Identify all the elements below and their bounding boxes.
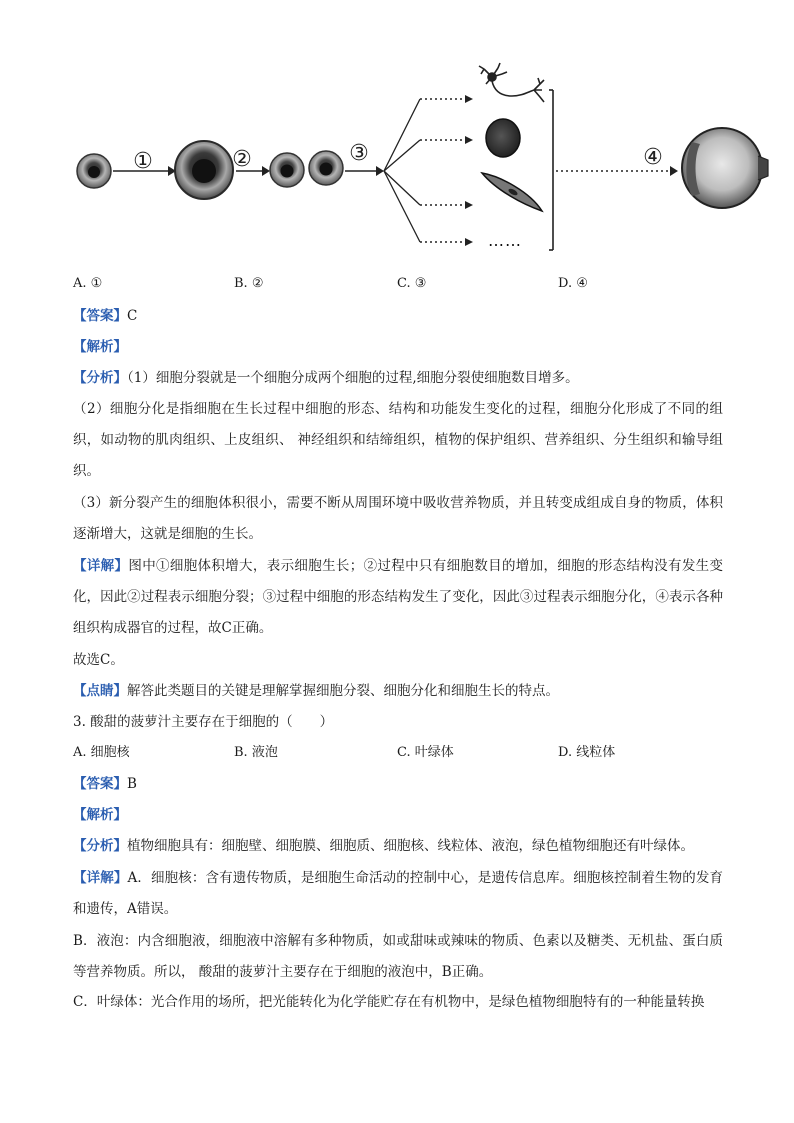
q3-detail-a: 【详解】A．细胞核：含有遗传物质，是细胞生命活动的控制中心，是遗传信息库。细胞核控制着生物的发育和遗传，A错误。 — [73, 870, 724, 917]
q2-fenxi-1: 【分析】（1）细胞分裂就是一个细胞分成两个细胞的过程,细胞分裂使细胞数目增多。 — [73, 370, 579, 386]
q2-answer: C — [127, 308, 138, 324]
other-cells-dots: …… — [488, 231, 522, 250]
q2-choose: 故选C。 — [73, 652, 124, 668]
cell-process-diagram — [60, 60, 770, 260]
grown-cell — [175, 141, 233, 199]
q2-option-d[interactable]: D. ④ — [558, 276, 588, 291]
step-label-1: ① — [133, 149, 153, 174]
q3-question: 3. 酸甜的菠萝汁主要存在于细胞的（ ） — [73, 714, 334, 730]
initial-cell — [77, 154, 111, 188]
q2-answer-line — [73, 306, 723, 326]
step-label-4: ④ — [643, 145, 663, 170]
q3-option-c[interactable]: C. 叶绿体 — [397, 745, 454, 760]
red-blood-cell — [486, 119, 520, 157]
divided-cells — [270, 151, 343, 187]
neuron-cell — [479, 63, 544, 102]
tissue-bracket — [549, 90, 553, 250]
q3-detail-c: C．叶绿体：光合作用的场所，把光能转化为化学能贮存在有机物中，是绿色植物细胞特有的一种能量转换 — [73, 994, 705, 1010]
q3-detail-b: B．液泡：内含细胞液，细胞液中溶解有多种物质，如或甜味或辣味的物质、色素以及糖类、无机盐、蛋白质等营养物质。所以， 酸甜的菠萝汁主要存在于细胞的液泡中，B正确。 — [73, 933, 723, 980]
q2-fenxi-3: （3）新分裂产生的细胞体积很小，需要不断从周围环境中吸收营养物质，并且转变成组成自身的物质，体积逐渐增大，这就是细胞的生长。 — [73, 495, 723, 542]
q2-option-b[interactable]: B. ② — [234, 276, 264, 291]
answer-tag: 【答案】 — [73, 308, 127, 324]
step-label-3: ③ — [349, 141, 369, 166]
differentiation-branches — [384, 99, 420, 242]
muscle-cell — [482, 173, 542, 211]
q2-fenxi-2: （2）细胞分化是指细胞在生长过程中细胞的形态、结构和功能发生变化的过程，细胞分化形成了不同的组织，如动物的肌肉组织、上皮组织、 神经组织和结缔组织，植物的保护组织、营养组织、分生组织和输导组织。 — [73, 401, 723, 479]
eyeball-organ — [682, 128, 768, 208]
q3-analysis-heading: 【解析】 — [73, 807, 127, 823]
q3-option-d[interactable]: D. 线粒体 — [558, 745, 616, 760]
q2-detail: 【详解】图中①细胞体积增大，表示细胞生长；②过程中只有细胞数目的增加，细胞的形态结构没有发生变化，因此②过程表示细胞分裂；③过程中细胞的形态结构发生了变化，因此③过程表示细胞分化，④表示各种组织构成器官的过程，故C正确。 — [73, 558, 724, 636]
q2-tip: 【点睛】解答此类题目的关键是理解掌握细胞分裂、细胞分化和细胞生长的特点。 — [73, 683, 559, 699]
q2-analysis-heading: 【解析】 — [73, 339, 127, 355]
cell-process-figure — [60, 60, 770, 260]
q2-option-a[interactable]: A. ① — [73, 276, 103, 291]
q3-answer: B — [127, 776, 137, 792]
step-label-2: ② — [232, 147, 252, 172]
q3-option-a[interactable]: A. 细胞核 — [73, 745, 130, 760]
q3-fenxi: 【分析】植物细胞具有：细胞壁、细胞膜、细胞质、细胞核、线粒体、液泡，绿色植物细胞还有叶绿体。 — [73, 838, 694, 854]
q2-option-c[interactable]: C. ③ — [397, 276, 427, 291]
q3-option-b[interactable]: B. 液泡 — [234, 745, 278, 760]
q3-answer-line: 【答案】B — [73, 776, 137, 792]
dotted-arrows — [420, 99, 465, 242]
